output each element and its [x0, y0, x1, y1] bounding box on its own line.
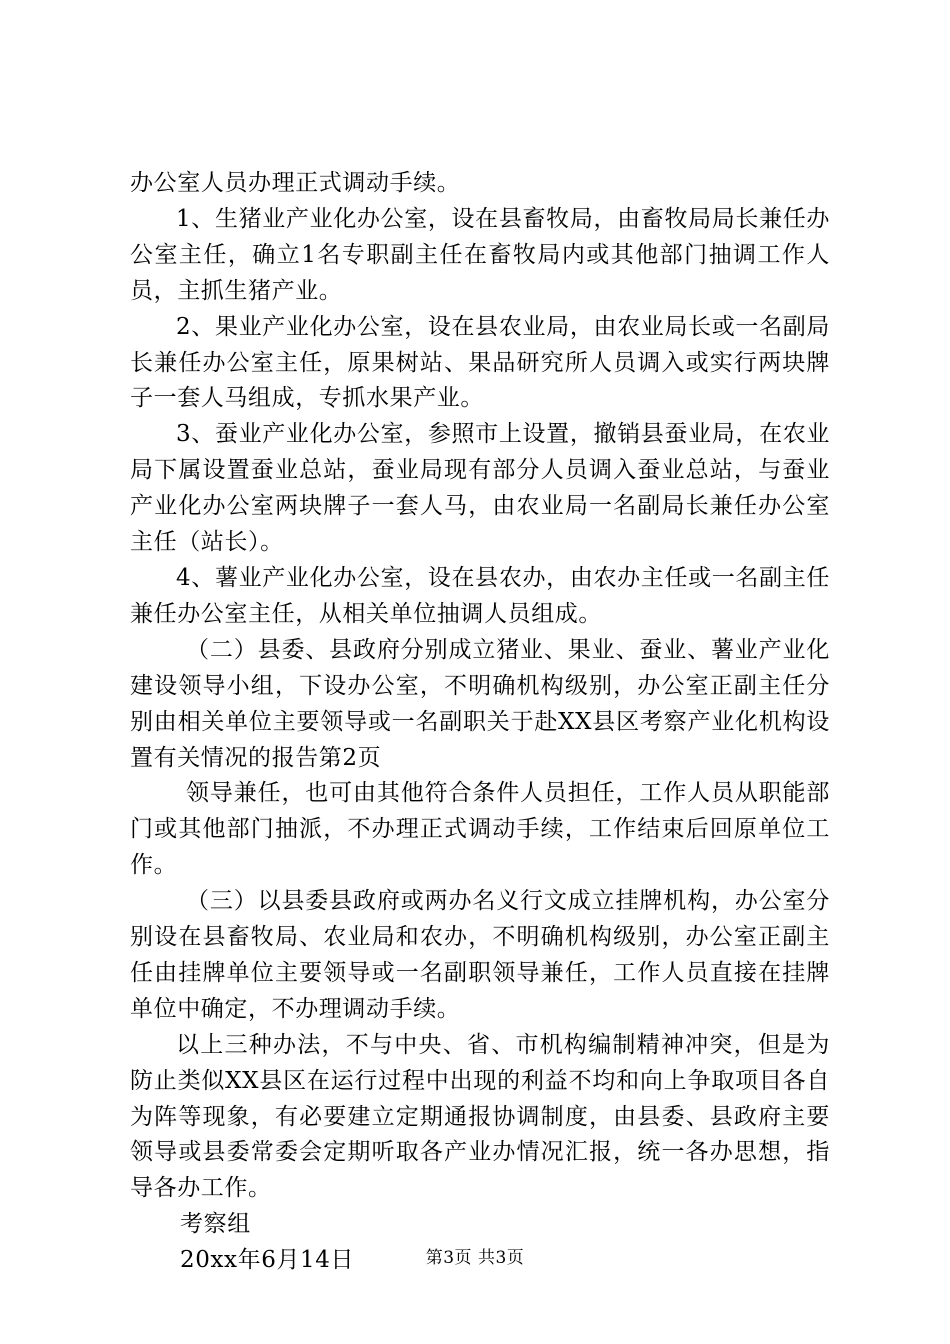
paragraph-item-4: 4、薯业产业化办公室，设在县农办，由农办主任或一名副主任兼任办公室主任，从相关单位抽调人员组成。 — [130, 564, 830, 627]
paragraph-item-3: 3、蚕业产业化办公室，参照市上设置，撤销县蚕业局，在农业局下属设置蚕业总站，蚕业局现有部分人员调入蚕业总站，与蚕业产业化办公室两块牌子一套人马，由农业局一名副局长兼任办公室主任（站长）。 — [130, 421, 830, 556]
paragraph-item-2: 2、果业产业化办公室，设在县农业局，由农业局长或一名副局长兼任办公室主任，原果树站、果品研究所人员调入或实行两块牌子一套人马组成，专抓水果产业。 — [130, 313, 830, 412]
paragraph-continuation: 办公室人员办理正式调动手续。 — [130, 170, 461, 196]
paragraph-section-2: （二）县委、县政府分别成立猪业、果业、蚕业、薯业产业化建设领导小组，下设办公室，不明确机构级别，办公室正副主任分别由相关单位主要领导或一名副职关于赴XX县区考察产业化机构设置有关情况的报告第2页 — [130, 636, 830, 771]
paragraph-section-3: （三）以县委县政府或两办名义行文成立挂牌机构，办公室分别设在县畜牧局、农业局和农办，不明确机构级别，办公室正副主任由挂牌单位主要领导或一名副职领导兼任，工作人员直接在挂牌单位中确定，不办理调动手续。 — [130, 888, 830, 1022]
signature: 考察组 — [180, 1211, 251, 1238]
page-footer: 第3页 共3页 — [425, 1248, 525, 1268]
document-date: 20xx年6月14日 — [180, 1247, 355, 1274]
paragraph-section-2-cont: 领导兼任，也可由其他符合条件人员担任，工作人员从职能部门或其他部门抽派，不办理正式调动手续，工作结束后回原单位工作。 — [130, 780, 830, 879]
paragraph-item-1: 1、生猪业产业化办公室，设在县畜牧局，由畜牧局局长兼任办公室主任，确立1名专职副主任在畜牧局内或其他部门抽调工作人员，主抓生猪产业。 — [130, 205, 830, 304]
paragraph-conclusion: 以上三种办法，不与中央、省、市机构编制精神冲突，但是为防止类似XX县区在运行过程中出现的利益不均和向上争取项目各自为阵等现象，有必要建立定期通报协调制度，由县委、县政府主要领导或县委常委会定期听取各产业办情况汇报，统一各办思想，指导各办工作。 — [130, 1031, 830, 1202]
document-body — [130, 166, 830, 1279]
